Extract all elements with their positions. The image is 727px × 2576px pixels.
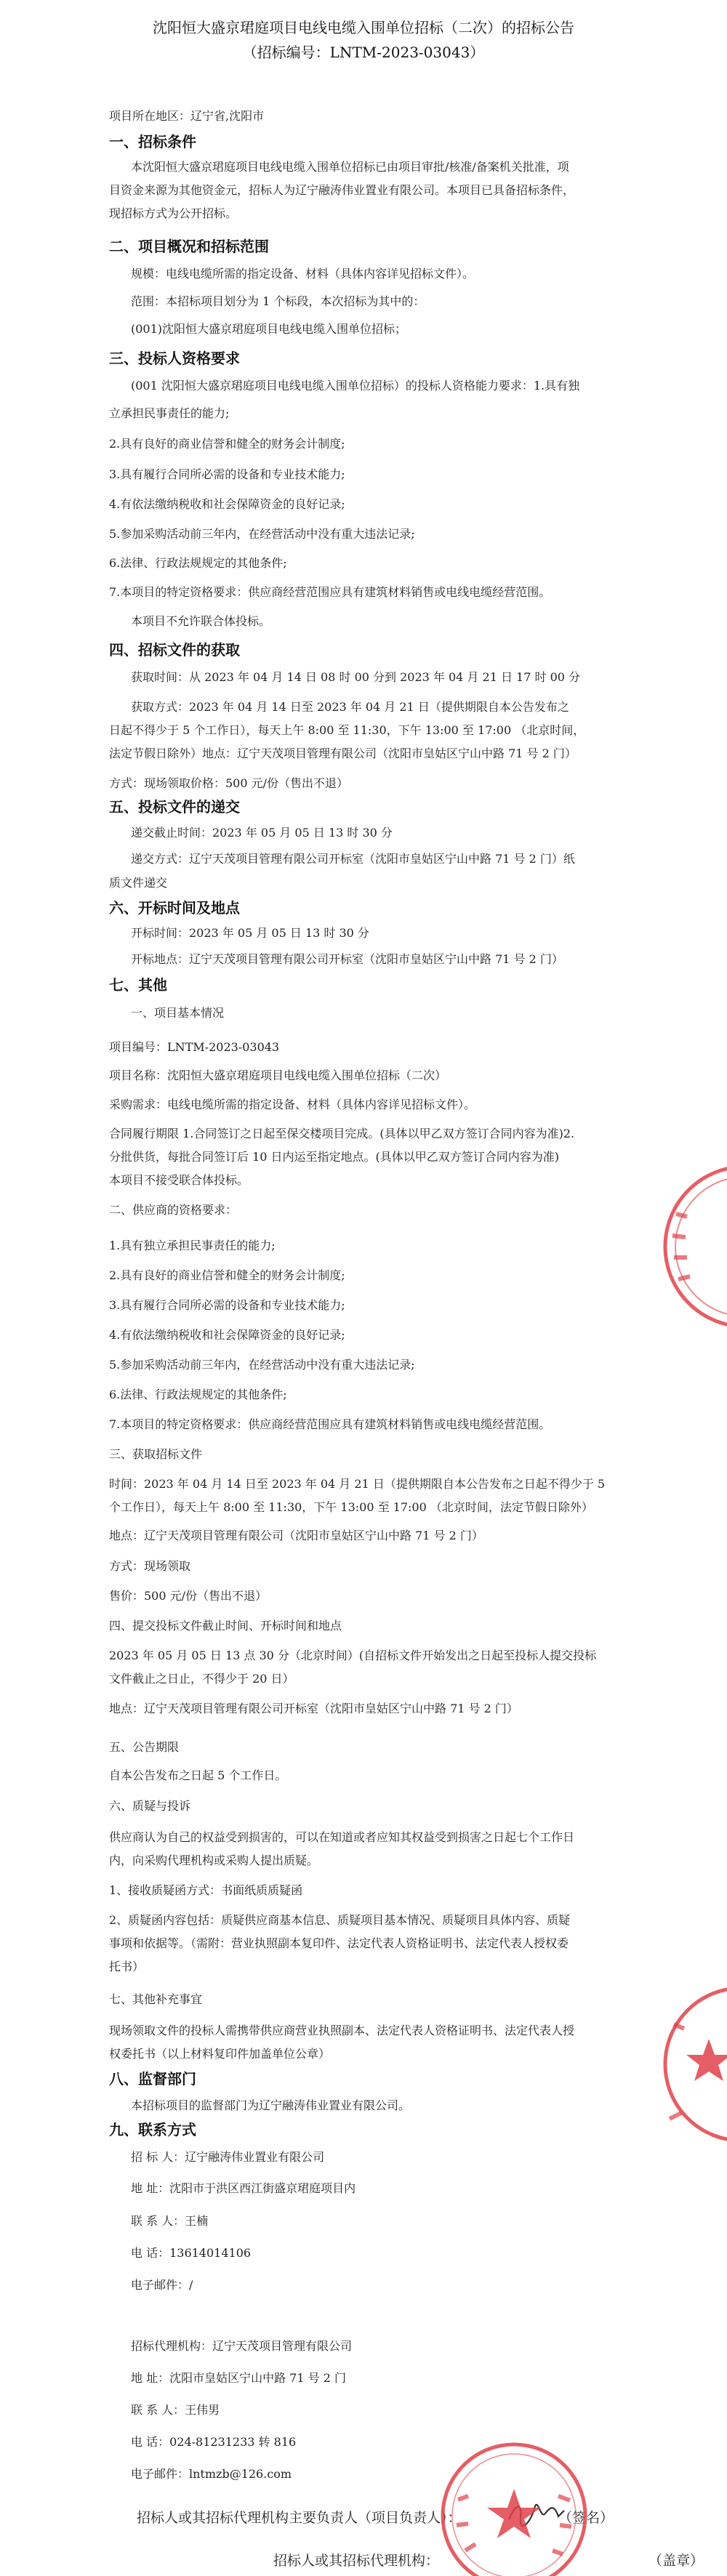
paragraph-line: 5.参加采购活动前三年内，在经营活动中没有重大违法记录; [109,527,415,541]
paragraph-line: 规模：电线电缆所需的指定设备、材料（具体内容详见招标文件）。 [131,267,475,281]
signature-suffix: （签名） [558,2510,614,2526]
project-location: 项目所在地区：辽宁省,沈阳市 [109,109,265,123]
agency-name: 招标代理机构：辽宁天茂项目管理有限公司 [131,2339,353,2353]
paragraph-line: 地点：辽宁天茂项目管理有限公司（沈阳市皇姑区宁山中路 71 号 2 门） [109,1529,483,1542]
paragraph-line: 内，向采购代理机构或采购人提出质疑。 [109,1853,319,1867]
paragraph-line: 2.具有良好的商业信誉和健全的财务会计制度; [109,1268,345,1282]
paragraph-line: 时间：2023 年 04 月 14 日至 2023 年 04 月 21 日（提供期限自本公告发布之日起不得少于 5 [109,1477,606,1491]
seal-stamp-icon [658,1156,727,1337]
document-title: 沈阳恒大盛京珺庭项目电线电缆入围单位招标（二次）的招标公告 [153,19,574,36]
paragraph-line: 四、提交投标文件截止时间、开标时间和地点 [109,1619,342,1633]
paragraph-line: 托书） [109,1960,145,1973]
paragraph-line: 1.具有独立承担民事责任的能力; [109,1239,276,1252]
seal-stamp-icon [658,1973,727,2155]
paragraph-line: 获取方式：2023 年 04 月 14 日至 2023 年 04 月 21 日（提供期限自本公告发布之 [131,700,569,714]
section-heading: 八、监督部门 [109,2070,196,2088]
paragraph-line: 7.本项目的特定资格要求：供应商经营范围应具有建筑材料销售或电线电缆经营范围。 [109,1417,551,1431]
tenderer-phone: 电 话：13614014106 [131,2246,252,2260]
paragraph-line: 7.本项目的特定资格要求：供应商经营范围应具有建筑材料销售或电线电缆经营范围。 [109,585,551,599]
paragraph-line: 七、其他补充事宜 [109,1992,203,2006]
section-heading: 四、招标文件的获取 [109,641,240,659]
paragraph-line: 采购需求：电线电缆所需的指定设备、材料（具体内容详见招标文件）。 [109,1098,476,1111]
paragraph-line: 6.法律、行政法规规定的其他条件; [109,1388,287,1401]
paragraph-line: 六、质疑与投诉 [109,1799,191,1813]
paragraph-line: 事项和依据等。（需附：营业执照副本复印件、法定代表人资格证明书、法定代表人授权委 [109,1936,569,1950]
paragraph-line: 现招标方式为公开招标。 [109,206,238,220]
section-heading: 七、其他 [109,976,167,994]
section-heading: 一、招标条件 [109,133,196,150]
paragraph-line: 1、接收质疑函方式：书面纸质质疑函 [109,1883,303,1897]
paragraph-line: 本招标项目的监督部门为辽宁融涛伟业置业有限公司。 [131,2098,411,2112]
section-heading: 五、投标文件的递交 [109,798,240,816]
paragraph-line: 分批供货，每批合同签订后 10 日内运至指定地点。(具体以甲乙双方签订合同内容为准) [109,1150,560,1164]
paragraph-line: 售价：500 元/份（售出不退） [109,1589,268,1603]
paragraph-line: 范围：本招标项目划分为 1 个标段，本次招标为其中的： [131,294,425,308]
agency-phone: 电 话：024-81231233 转 816 [131,2435,297,2449]
paragraph-line: 方式：现场领取 [109,1559,191,1573]
paragraph-line: 获取时间：从 2023 年 04 月 14 日 08 时 00 分到 2023 年 04 月 21 日 17 时 00 分 [131,670,581,684]
section-heading: 三、投标人资格要求 [109,350,240,367]
paragraph-line: 二、供应商的资格要求： [109,1203,238,1217]
document-subtitle: （招标编号：LNTM-2023-03043） [242,44,485,61]
paragraph-line: 个工作日），每天上午 8:00 至 11:30，下午 13:00 至 17:00 （北京时间，法定节假日除外） [109,1500,593,1514]
paragraph-line: 立承担民事责任的能力; [109,406,230,420]
paragraph-line: 本沈阳恒大盛京珺庭项目电线电缆入围单位招标已由项目审批/核准/备案机关批准，项 [131,160,569,174]
section-heading: 九、联系方式 [109,2121,196,2138]
paragraph-line: 4.有依法缴纳税收和社会保障资金的良好记录; [109,1328,345,1342]
tenderer-contact: 联 系 人：王楠 [131,2214,209,2228]
paragraph-line: 项目编号：LNTM-2023-03043 [109,1040,280,1054]
agency-address: 地 址：沈阳市皇姑区宁山中路 71 号 2 门 [131,2371,346,2385]
paragraph-line: 现场领取文件的投标人需携带供应商营业执照副本、法定代表人资格证明书、法定代表人授 [109,2024,575,2037]
seal-suffix: （盖章） [648,2553,704,2569]
paragraph-line: 3.具有履行合同所必需的设备和专业技术能力; [109,467,345,481]
tenderer-email: 电子邮件：/ [131,2278,193,2292]
paragraph-line: 2023 年 05 月 05 日 13 点 30 分（北京时间）(自招标文件开始发出之日起至投标人提交投标 [109,1649,597,1662]
tenderer-name: 招 标 人：辽宁融涛伟业置业有限公司 [131,2150,325,2164]
paragraph-line: 供应商认为自己的权益受到损害的，可以在知道或者应知其权益受到损害之日起七个工作日 [109,1830,575,1844]
seal-line: 招标人或其招标代理机构： [273,2553,440,2569]
paragraph-line: (001 沈阳恒大盛京珺庭项目电线电缆入围单位招标）的投标人资格能力要求：1.具有独 [131,379,580,393]
paragraph-line: 方式：现场领取价格：500 元/份（售出不退） [109,776,349,790]
paragraph-line: 开标地点：辽宁天茂项目管理有限公司开标室（沈阳市皇姑区宁山中路 71 号 2 门） [131,952,563,966]
paragraph-line: 项目名称：沈阳恒大盛京珺庭项目电线电缆入围单位招标（二次） [109,1068,447,1082]
paragraph-line: 五、公告期限 [109,1740,180,1754]
agency-contact: 联 系 人：王伟男 [131,2403,220,2417]
paragraph-line: 6.法律、行政法规规定的其他条件; [109,556,287,570]
paragraph-line: 权委托书（以上材料复印件加盖单位公章） [109,2047,331,2061]
paragraph-line: 自本公告发布之日起 5 个工作日。 [109,1768,287,1782]
tenderer-address: 地 址：沈阳市于洪区西江街盛京珺庭项目内 [131,2181,356,2195]
paragraph-line: 日起不得少于 5 个工作日），每天上午 8:00 至 11:30，下午 13:00 至 17:00 （北京时间， [109,723,585,737]
paragraph-line: 文件截止之日止，不得少于 20 日） [109,1672,294,1686]
paragraph-line: 递交截止时间：2023 年 05 月 05 日 13 时 30 分 [131,826,393,840]
paragraph-line: 2.具有良好的商业信誉和健全的财务会计制度; [109,437,345,451]
paragraph-line: 4.有依法缴纳税收和社会保障资金的良好记录; [109,497,345,511]
paragraph-line: 5.参加采购活动前三年内，在经营活动中没有重大违法记录; [109,1358,415,1372]
paragraph-line: 质文件递交 [109,876,168,890]
paragraph-line: (001)沈阳恒大盛京珺庭项目电线电缆入围单位招标； [131,322,407,336]
paragraph-line: 递交方式：辽宁天茂项目管理有限公司开标室（沈阳市皇姑区宁山中路 71 号 2 门）纸 [131,852,575,866]
paragraph-line: 本项目不接受联合体投标。 [109,1173,249,1187]
paragraph-line: 地点：辽宁天茂项目管理有限公司开标室（沈阳市皇姑区宁山中路 71 号 2 门） [109,1702,518,1715]
paragraph-line: 目资金来源为其他资金元，招标人为辽宁融涛伟业置业有限公司。本项目已具备招标条件， [109,183,575,197]
paragraph-line: 3.具有履行合同所必需的设备和专业技术能力; [109,1298,345,1312]
paragraph-line: 2、质疑函内容包括：质疑供应商基本信息、质疑项目基本情况、质疑项目具体内容、质疑 [109,1913,571,1927]
paragraph-line: 一、项目基本情况 [131,1006,225,1020]
paragraph-line: 本项目不允许联合体投标。 [131,614,271,628]
paragraph-line: 开标时间：2023 年 05 月 05 日 13 时 30 分 [131,926,369,940]
section-heading: 六、开标时间及地点 [109,899,240,917]
paragraph-line: 三、获取招标文件 [109,1447,203,1461]
paragraph-line: 法定节假日除外）地点：辽宁天茂项目管理有限公司（沈阳市皇姑区宁山中路 71 号 2 门） [109,746,577,760]
paragraph-line: 合同履行期限 1.合同签订之日起至保交楼项目完成。(具体以甲乙双方签订合同内容为准)2. [109,1127,575,1140]
company-seal-icon [436,2438,593,2576]
section-heading: 二、项目概况和招标范围 [109,238,269,255]
signature-line: 招标人或其招标代理机构主要负责人（项目负责人）： [137,2510,462,2526]
agency-email: 电子邮件：lntmzb@126.com [131,2467,292,2481]
